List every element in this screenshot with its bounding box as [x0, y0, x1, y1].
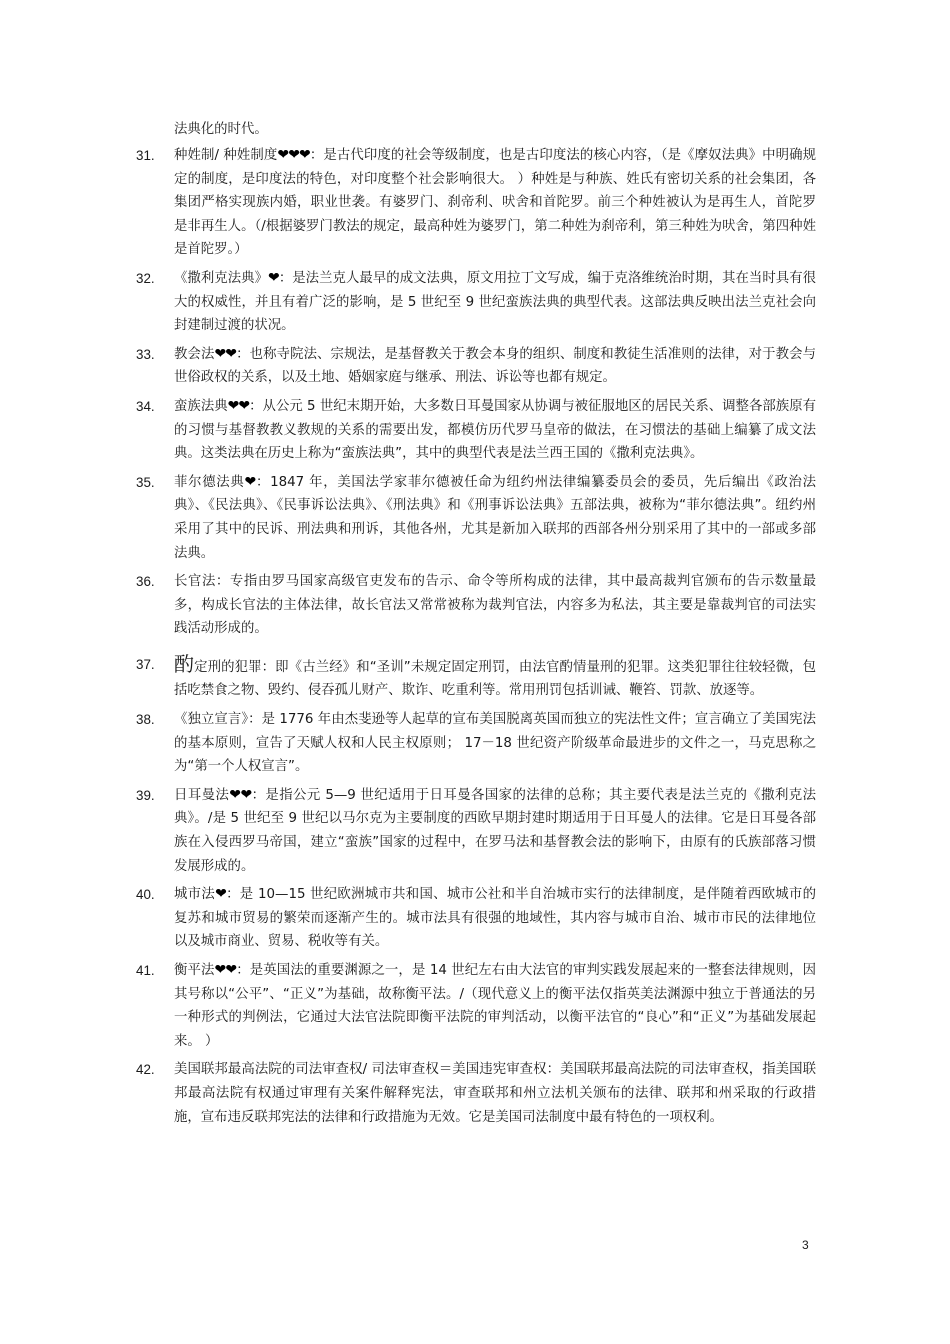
entry-definition: ：专指由罗马国家高级官吏发布的告示、命令等所构成的法律，其中最高裁判官颁布的告示数量最多，构成长官法的主体法律，故长官法又常常被称为裁判官法，内容多为私法，其主要是靠裁判官的司法实践活动形成的。: [174, 574, 817, 637]
glossary-list: [136, 144, 816, 1134]
entry-definition: ：美国联邦最高法院的司法审查权，指美国联邦最高法院有权通过审理有关案件解释宪法，审查联邦和州立法机关颁布的法律、联邦和州采取的行政措施，宣布违反联邦宪法的法律和行政措施为无效。它是美国司法制度中最有特色的一项权利。: [174, 1062, 816, 1125]
entry-number: 33.: [136, 346, 155, 362]
entry-term: 《独立宣言》: [174, 712, 249, 728]
entry-number: 34.: [136, 398, 155, 414]
glossary-entry: [136, 959, 816, 1053]
importance-hearts-icon: ❤: [244, 473, 256, 490]
importance-hearts-icon: ❤: [215, 886, 227, 903]
entry-number: 38.: [136, 712, 155, 728]
entry-term: 城市法: [174, 887, 216, 903]
entry-definition: ：是 10—15 世纪欧洲城市共和国、城市公社和半自治城市实行的法律制度，是伴随着西欧城市的复苏和城市贸易的繁荣而逐渐产生的。城市法具有很强的地域性，其内容与城市自治、城市市民的法律地位以及城市商业、贸易、税收等有关。: [174, 887, 817, 950]
importance-hearts-icon: ❤❤: [214, 345, 237, 362]
entry-number: 40.: [136, 887, 155, 903]
entry-number: 35.: [136, 474, 155, 490]
glossary-entry: [136, 267, 816, 338]
entry-number: 39.: [136, 787, 155, 803]
importance-hearts-icon: ❤❤: [229, 786, 252, 803]
entry-definition: ：是法兰克人最早的成文法典，原文用拉丁文写成，编于克洛维统治时期，其在当时具有很大的权威性，并且有着广泛的影响，是 5 世纪至 9 世纪蛮族法典的典型代表。这部法典反映出法兰克社会向封建制过渡的状况。: [174, 270, 817, 334]
entry-definition: 定刑的犯罪：即《古兰经》和“圣训”未规定固定刑罚，由法官酌情量刑的犯罪。这类犯罪往往较轻微，包括吃禁食之物、毁约、侵吞孤儿财产、欺诈、吃重利等。常用刑罚包括训诫、鞭笞、罚款、放逐等。: [174, 659, 817, 699]
glossary-entry: [136, 653, 816, 703]
importance-hearts-icon: ❤❤: [227, 397, 250, 414]
entry-number: 41.: [136, 963, 155, 978]
glossary-entry: [136, 1058, 816, 1129]
entry-term: 蛮族法典: [174, 398, 228, 414]
entry-definition: ：1847 年，美国法学家菲尔德被任命为纽约州法律编纂委员会的委员，先后编出《政治法典》、《民法典》、《民事诉讼法典》、《刑法典》和《刑事诉讼法典》五部法典，被称为“菲尔德法典”。纽约州采用了其中的民诉、刑法典和刑诉，其他各州，尤其是新加入联邦的西部各州分别采用了其中的一部或多部法典。: [174, 474, 817, 561]
entry-number: 42.: [136, 1062, 155, 1078]
entry-number: 37.: [136, 656, 155, 672]
entry-definition: ：是 1776 年由杰斐逊等人起草的宣布美国脱离英国而独立的宪法性文件；宣言确立了美国宪法的基本原则，宣告了天赋人权和人民主权原则； 17－18 世纪资产阶级革命最进步的文件之一，马克思称之为“第一个人权宣言”。: [174, 712, 816, 775]
entry-term: 酌: [174, 651, 195, 676]
entry-term: 长官法: [174, 574, 216, 590]
entry-term: 种姓制/ 种姓制度: [174, 148, 278, 163]
entry-definition: ：也称寺院法、宗规法，是基督教关于教会本身的组织、制度和教徒生活准则的法律，对于教会与世俗政权的关系，以及土地、婚姻家庭与继承、刑法、诉讼等也都有规定。: [174, 346, 816, 386]
glossary-entry: [136, 471, 816, 565]
entry-definition: ：是指公元 5—9 世纪适用于日耳曼各国家的法律的总称；其主要代表是法兰克的《撒利克法典》。/是 5 世纪至 9 世纪以马尔克为主要制度的西欧早期封建时期适用于日耳曼人的法律。它是日耳曼各部族在入侵西罗马帝国，建立“蛮族”国家的过程中，在罗马法和基督教会法的影响下，由原有的氏族部落习惯发展形成的。: [174, 787, 817, 874]
entry-definition: ：是古代印度的社会等级制度，也是古印度法的核心内容，（是《摩奴法典》中明确规定的制度，是印度法的特色，对印度整个社会影响很大。 ）种姓是与种族、姓氏有密切关系的社会集团，各集团严格实现族内婚，职业世袭。有婆罗门、刹帝利、吠舍和首陀罗。前三个种姓被认为是再生人，首陀罗是非再生人。（/根据婆罗门教法的规定，最高种姓为婆罗门，第二种姓为刹帝利，第三种姓为吠舍，第四种姓是首陀罗。）: [174, 148, 816, 258]
glossary-entry: [136, 343, 816, 390]
glossary-entry: [136, 144, 816, 262]
entry-term: 美国联邦最高法院的司法审查权/ 司法审查权＝美国违宪审查权: [174, 1062, 547, 1078]
entry-term: 衡平法: [174, 963, 215, 978]
glossary-entry: [136, 784, 816, 878]
entry-term: 菲尔德法典: [174, 474, 245, 490]
entry-definition: ：是英国法的重要渊源之一，是 14 世纪左右由大法官的审判实践发展起来的一整套法律规则，因其号称以“公平”、“正义”为基础，故称衡平法。/（现代意义上的衡平法仅指英美法渊源中独立于普通法的另一种形式的判例法，它通过大法官法院即衡平法院的审判活动，以衡平法官的“良心”和“正义”为基础发展起来。 ）: [174, 963, 816, 1049]
glossary-entry: [136, 570, 816, 641]
entry-term: 日耳曼法: [174, 787, 230, 803]
glossary-entry: [136, 395, 816, 466]
entry-number: 32.: [136, 270, 155, 286]
entry-term: 教会法: [174, 346, 215, 362]
entry-number: 36.: [136, 574, 155, 590]
entry-number: 31.: [136, 148, 155, 163]
importance-hearts-icon: ❤❤: [214, 962, 237, 978]
importance-hearts-icon: ❤: [268, 269, 279, 286]
page-number: 3: [802, 1238, 809, 1252]
entry-definition: ：从公元 5 世纪末期开始，大多数日耳曼国家从协调与被征服地区的居民关系、调整各部族原有的习惯与基督教教义教规的关系的需要出发，都模仿历代罗马皇帝的做法，在习惯法的基础上编纂了成文法典。这类法典在历史上称为“蛮族法典”，其中的典型代表是法兰西王国的《撒利克法典》。: [174, 398, 816, 462]
glossary-entry: [136, 883, 816, 954]
importance-hearts-icon: ❤❤❤: [277, 147, 310, 163]
intro-line: 法典化的时代。: [174, 122, 268, 137]
entry-term: 《撒利克法典》: [174, 270, 269, 286]
glossary-entry: [136, 708, 816, 779]
